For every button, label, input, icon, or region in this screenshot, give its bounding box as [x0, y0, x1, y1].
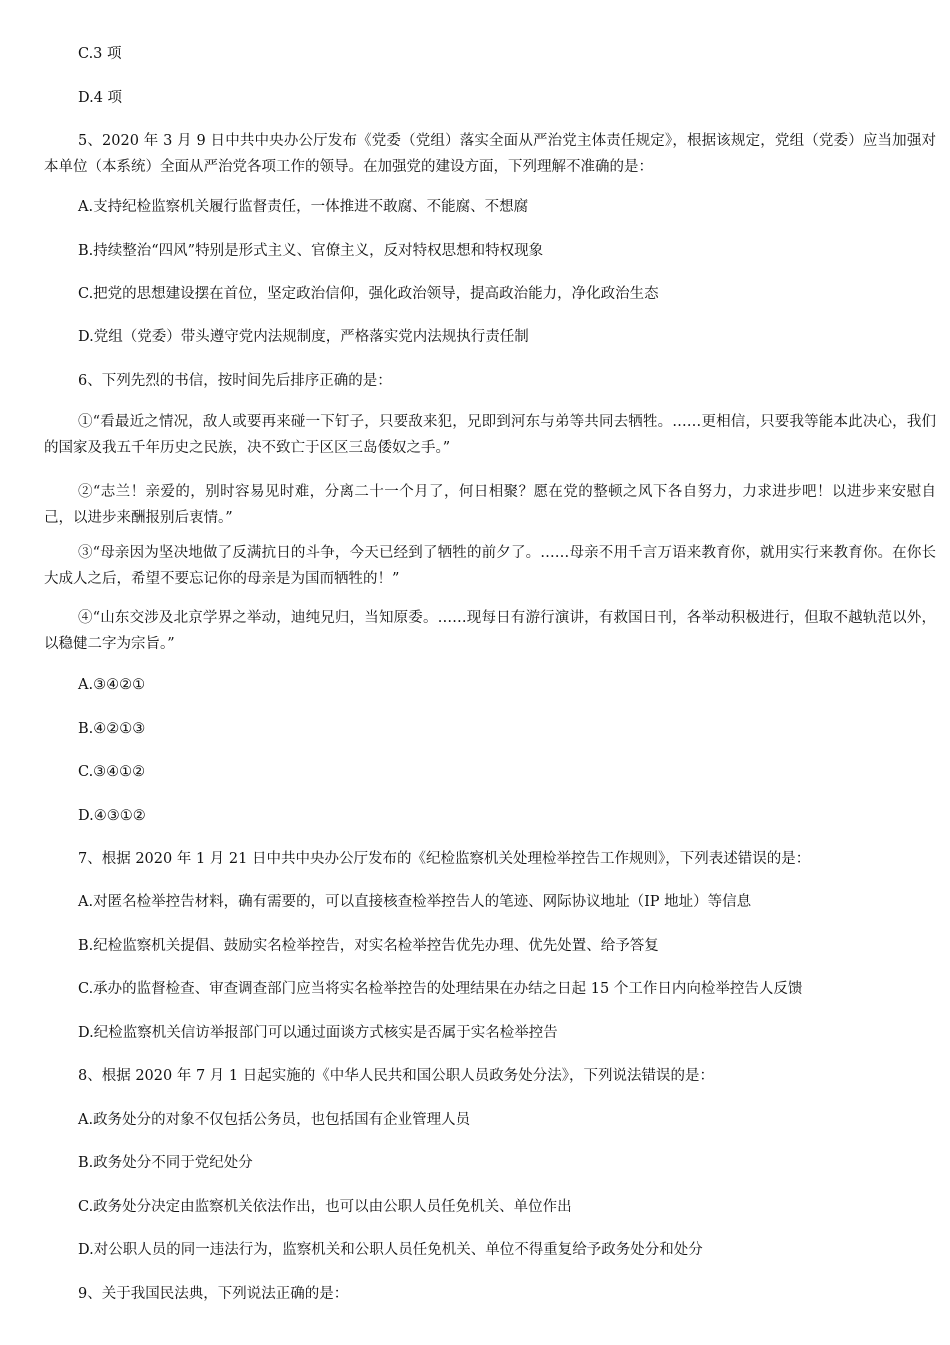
option-q7-c: C.承办的监督检查、审查调查部门应当将实名检举控告的处理结果在办结之日起 15 个工作日内向检举控告人反馈 [78, 981, 803, 997]
option-q4-c: C.3 项 [78, 46, 122, 62]
option-q6-d: D.④③①② [78, 808, 146, 824]
question-6: 6、下列先烈的书信，按时间先后排序正确的是： [78, 373, 392, 389]
option-q8-d: D.对公职人员的同一违法行为，监察机关和公职人员任免机关、单位不得重复给予政务处分和处分 [78, 1242, 703, 1258]
option-q6-c: C.③④①② [78, 764, 146, 780]
option-q6-b: B.④②①③ [78, 721, 146, 737]
letter-4: ④“山东交涉及北京学界之举动，迪纯兄归，当知原委。……现每日有游行演讲，有救国日刊，各举动积极进行，但取不越轨范以外，以稳健二字为宗旨。” [44, 610, 936, 652]
option-q7-b: B.纪检监察机关提倡、鼓励实名检举控告，对实名检举控告优先办理、优先处置、给予答复 [78, 938, 659, 954]
option-q5-a: A.支持纪检监察机关履行监督责任，一体推进不敢腐、不能腐、不想腐 [78, 199, 529, 215]
option-q8-c: C.政务处分决定由监察机关依法作出，也可以由公职人员任免机关、单位作出 [78, 1199, 572, 1215]
option-q7-a: A.对匿名检举控告材料，确有需要的，可以直接核查检举控告人的笔迹、网际协议地址（IP 地址）等信息 [78, 894, 752, 910]
letter-1: ①“看最近之情况，敌人或要再来碰一下钉子，只要敌来犯，兄即到河东与弟等共同去牺牲。……更相信，只要我等能本此决心，我们的国家及我五千年历史之民族，决不致亡于区区三岛倭奴之手。” [44, 414, 936, 456]
option-q7-d: D.纪检监察机关信访举报部门可以通过面谈方式核实是否属于实名检举控告 [78, 1025, 558, 1041]
option-q5-d: D.党组（党委）带头遵守党内法规制度，严格落实党内法规执行责任制 [78, 329, 529, 345]
question-9: 9、关于我国民法典，下列说法正确的是： [78, 1286, 349, 1302]
question-7: 7、根据 2020 年 1 月 21 日中共中央办公厅发布的《纪检监察机关处理检举控告工作规则》，下列表述错误的是： [78, 851, 811, 867]
option-q5-c: C.把党的思想建设摆在首位，坚定政治信仰，强化政治领导，提高政治能力，净化政治生态 [78, 286, 659, 302]
question-8: 8、根据 2020 年 7 月 1 日起实施的《中华人民共和国公职人员政务处分法》，下列说法错误的是： [78, 1068, 714, 1084]
letter-3: ③“母亲因为坚决地做了反满抗日的斗争，今天已经到了牺牲的前夕了。……母亲不用千言万语来教育你，就用实行来教育你。在你长大成人之后，希望不要忘记你的母亲是为国而牺牲的！” [44, 545, 936, 587]
option-q4-d: D.4 项 [78, 90, 123, 106]
option-q8-b: B.政务处分不同于党纪处分 [78, 1155, 253, 1171]
option-q5-b: B.持续整治“四风”特别是形式主义、官僚主义，反对特权思想和特权现象 [78, 243, 544, 259]
option-q8-a: A.政务处分的对象不仅包括公务员，也包括国有企业管理人员 [78, 1112, 471, 1128]
letter-2: ②“志兰！亲爱的，别时容易见时难，分离二十一个月了，何日相聚？愿在党的整顿之风下各自努力，力求进步吧！以进步来安慰自己，以进步来酬报别后衷情。” [44, 484, 936, 526]
option-q6-a: A.③④②① [78, 677, 146, 693]
question-5: 5、2020 年 3 月 9 日中共中央办公厅发布《党委（党组）落实全面从严治党主体责任规定》，根据该规定，党组（党委）应当加强对本单位（本系统）全面从严治党各项工作的领导。在加强党的建设方面，下列理解不准确的是： [44, 133, 936, 175]
